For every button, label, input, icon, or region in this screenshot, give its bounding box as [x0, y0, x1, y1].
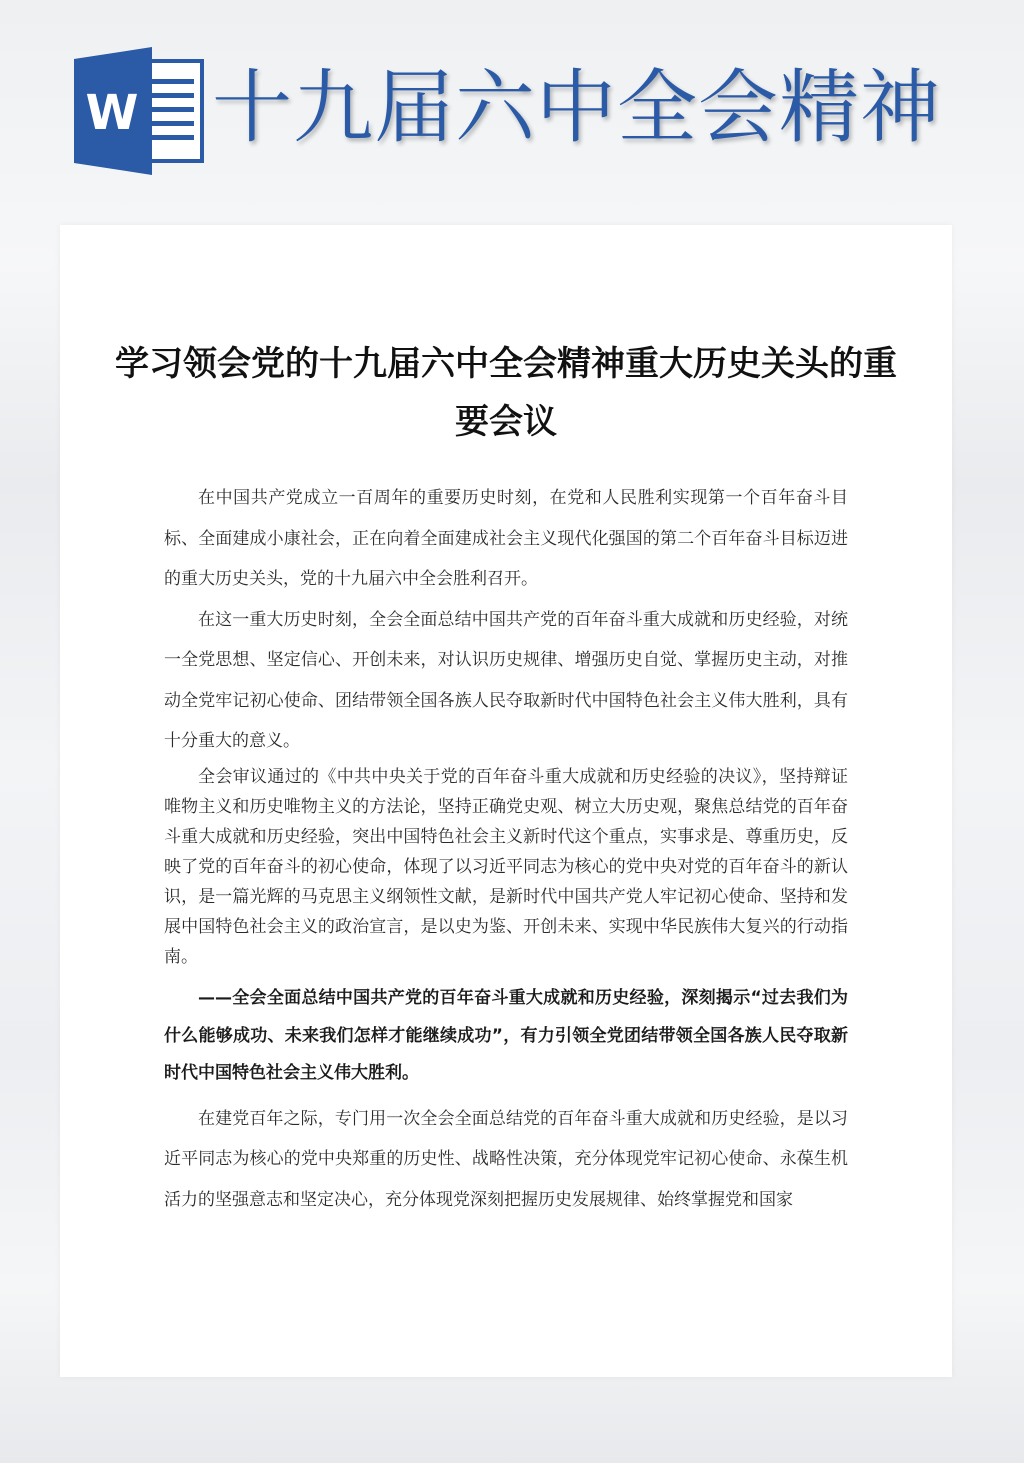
banner-title: 十九届六中全会精神	[212, 61, 941, 154]
paragraph: 在中国共产党成立一百周年的重要历史时刻，在党和人民胜利实现第一个百年奋斗目标、全面建成小康社会，正在向着全面建成社会主义现代化强国的第二个百年奋斗目标迈进的重大历史关头，党的十九届六中全会胜利召开。	[164, 488, 848, 589]
document-body	[164, 478, 848, 1220]
paragraph: 在建党百年之际，专门用一次全会全面总结党的百年奋斗重大成就和历史经验，是以习近平同志为核心的党中央郑重的历史性、战略性决策，充分体现党牢记初心使命、永葆生机活力的坚强意志和坚定决心，充分体现党深刻把握历史发展规律、始终掌握党和国家	[164, 1108, 848, 1210]
paragraph: 在这一重大历史时刻，全会全面总结中国共产党的百年奋斗重大成就和历史经验，对统一全党思想、坚定信心、开创未来，对认识历史规律、增强历史自觉、掌握历史主动，对推动全党牢记初心使命、团结带领全国各族人民夺取新时代中国特色社会主义伟大胜利，具有十分重大的意义。	[164, 609, 848, 751]
document-page	[60, 225, 952, 1377]
document-title: 学习领会党的十九届六中全会精神重大历史关头的重要会议	[115, 344, 897, 442]
word-logo-letter: W	[85, 85, 139, 141]
bold-paragraph: ——全会全面总结中国共产党的百年奋斗重大成就和历史经验，深刻揭示“过去我们为什么能够成功、未来我们怎样才能继续成功”，有力引领全党团结带领全国各族人民夺取新时代中国特色社会主义伟大胜利。	[164, 988, 848, 1084]
banner	[0, 0, 1024, 210]
paragraph: 全会审议通过的《中共中央关于党的百年奋斗重大成就和历史经验的决议》，坚持辩证唯物主义和历史唯物主义的方法论，坚持正确党史观、树立大历史观，聚焦总结党的百年奋斗重大成就和历史经验，突出中国特色社会主义新时代这个重点，实事求是、尊重历史，反映了党的百年奋斗的初心使命，体现了以习近平同志为核心的党中央对党的百年奋斗的新认识，是一篇光辉的马克思主义纲领性文献，是新时代中国共产党人牢记初心使命、坚持和发展中国特色社会主义的政治宣言，是以史为鉴、开创未来、实现中华民族伟大复兴的行动指南。	[164, 766, 848, 968]
word-document-icon	[74, 47, 206, 175]
